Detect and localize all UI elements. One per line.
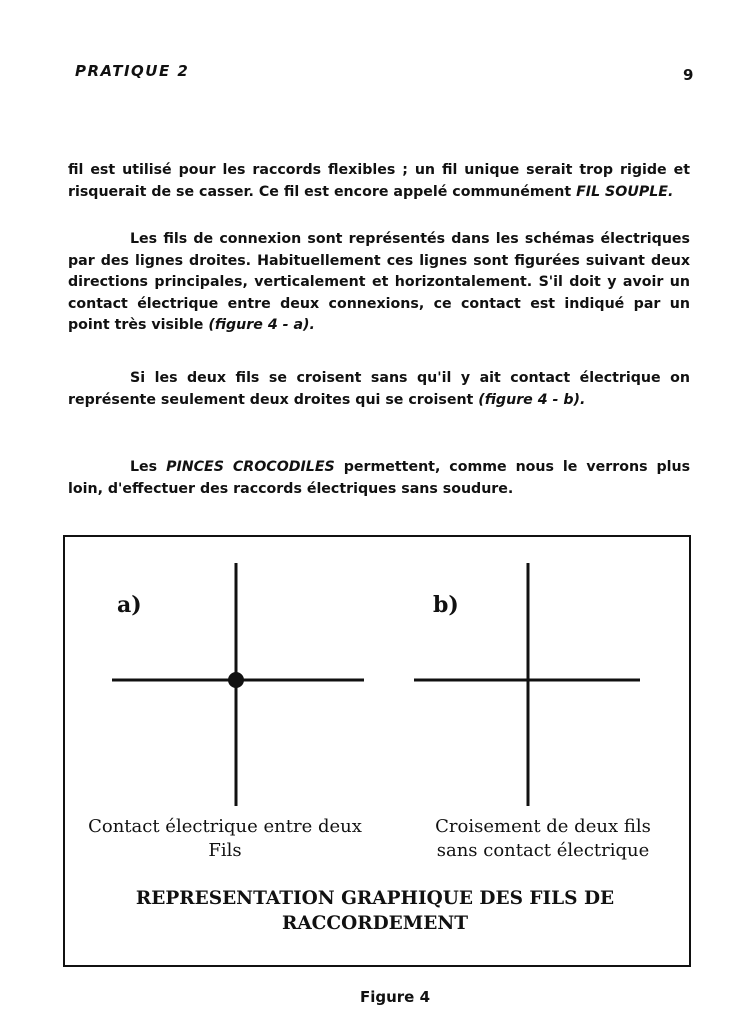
caption-a-line-2: Fils: [208, 840, 242, 861]
paragraph-2-emphasis: (figure 4 - a).: [208, 317, 315, 333]
page-number: 9: [683, 66, 694, 84]
paragraph-4-emphasis: PINCES CROCODILES: [166, 459, 335, 475]
caption-b-line-1: Croisement de deux fils: [435, 816, 651, 837]
paragraph-4-post: permettent, comme nous le verrons plus loin, d'effectuer des raccords électriques sans soudure.: [68, 459, 691, 497]
section-header: PRATIQUE 2: [75, 62, 190, 80]
caption-a: [64, 815, 386, 863]
caption-a-line-1: Contact électrique entre deux: [88, 816, 362, 837]
figure-number: Figure 4: [359, 988, 431, 1006]
paragraph-3-text: Si les deux fils se croisent sans qu'il y ait contact électrique on représente seulement deux droites qui se croisent: [68, 370, 690, 408]
figure-title-line-1: REPRESENTATION GRAPHIQUE DES FILS DE: [135, 888, 615, 909]
paragraph-1-text: fil est utilisé pour les raccords flexibles ; un fil unique serait trop rigide et risquerait de se casser. Ce fil est encore appelé communément: [68, 162, 690, 200]
contact-dot: [228, 672, 244, 688]
caption-b: [408, 815, 678, 863]
paragraph-4-pre: Les: [130, 459, 167, 475]
figure-title: [70, 886, 680, 936]
caption-b-line-2: sans contact électrique: [436, 840, 650, 861]
paragraph-1-emphasis: FIL SOUPLE.: [576, 183, 674, 200]
figure-label-a: a): [117, 592, 142, 618]
figure-title-line-2: RACCORDEMENT: [281, 913, 469, 934]
paragraph-3-emphasis: (figure 4 - b).: [478, 391, 586, 408]
paragraph-2-text: Les fils de connexion sont représentés dans les schémas électriques par des lignes droites. Habituellement ces lignes sont figurées suivant deux directions principales, verticalement et horizontalement. S'il doit y avoir un contact électrique entre deux connexions, ce contact est indiqué par un point très visible: [68, 231, 690, 333]
figure-label-b: b): [433, 592, 459, 618]
